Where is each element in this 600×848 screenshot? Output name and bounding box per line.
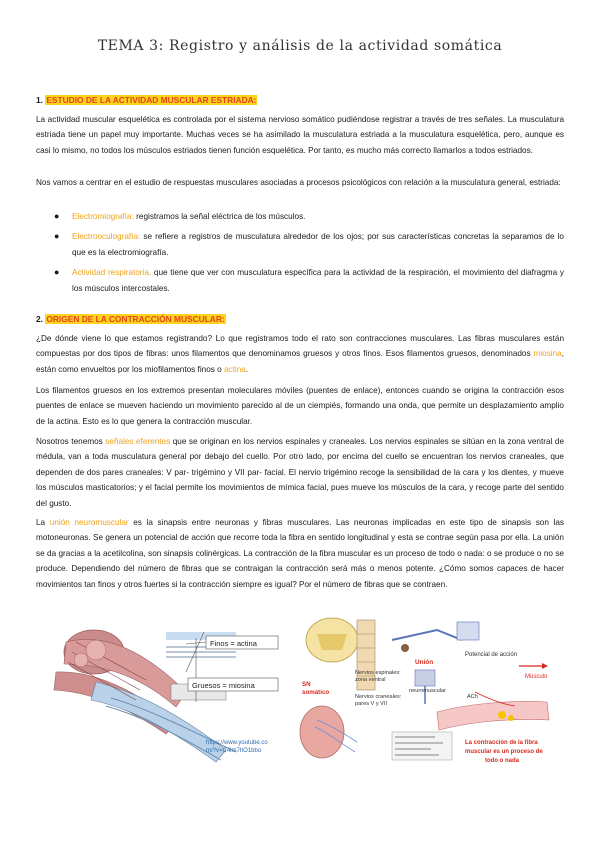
section-2-title: ORIGEN DE LA CONTRACCIÓN MUSCULAR: bbox=[46, 314, 225, 324]
text-run: es la sinapsis entre neuronas y fibras musculares. Las neuronas implicadas en este tipo de sinapsis son las motoneuronas. Se genera un potencial de acción que recorre toda la fibra en sentido longitudinal y esta se contrae según pasa por ella. La unión se da gracias a la acetilcolina, son sinapsis colinérgicas. La contracción de la fibra muscular es un proceso de todo o nada: o se produce o no se produce. Dependiendo del número de fibras que se contraigan la contracción será más o menos potente. ¿Cómo somos capaces de hacer movimientos tan finos y otros fuertes si la contracción siempre es igual? Por el número de fibras que se contraen. bbox=[36, 518, 565, 589]
page-title: TEMA 3: Registro y análisis de la actividad somática bbox=[97, 38, 503, 54]
figure-muscle-fiber bbox=[36, 612, 286, 764]
figure-neuromuscular-junction bbox=[297, 612, 567, 774]
text-run: , están como envueltos por los miofilamentos finos o bbox=[36, 349, 564, 374]
text-run: ¿De dónde viene lo que estamos registrando? Lo que registramos todo el rato son contracciones musculares. Las fibras musculares están compuestas por dos tipos de fibras: unos filamentos que denominamos gruesos y otros finos. Esos filamentos gruesos, denominados bbox=[36, 334, 564, 359]
label-musculo: Músculo bbox=[525, 674, 548, 680]
bullet-icon: ● bbox=[54, 211, 60, 221]
text-run: Nosotros tenemos bbox=[36, 437, 106, 446]
caption-line-1: La contracción de la fibra bbox=[465, 740, 538, 746]
section-2-paragraph-2: Los filamentos gruesos en los extremos presentan moleculares móviles (puentes de enlace), entonces cuando se origina la contracción esos puentes de enlace se mueven haciendo un movimiento parecido al de un ciempiés, formando una onda, que permite un desplazamiento amplio de la actina. Esto es lo que genera la contracción muscular. bbox=[36, 386, 564, 426]
section-2-heading bbox=[36, 314, 226, 324]
section-2-number: 2. bbox=[36, 314, 43, 324]
section-1-paragraph-2: Nos vamos a centrar en el estudio de respuestas musculares asociadas a procesos psicológicos con relación a la musculatura general, estriada: bbox=[36, 178, 561, 187]
section-1-paragraph-1: La actividad muscular esquelética es controlada por el sistema nervioso somático pudiéndose registrar a través de tres señales. La musculatura estriada tiene un papel muy importante. Muchas veces se ha asimilado la musculatura estriada a la musculatura esquelética, pero, aunque es casi lo mismo, no todos los músculos estriados tienen función esquelética. Por tanto, es mucho más correcto llamarlos a todos estriados. bbox=[36, 115, 564, 155]
caption-line-2: muscular es un proceso de bbox=[465, 749, 543, 755]
section-1-heading bbox=[36, 95, 257, 105]
label-sn: SN bbox=[302, 681, 311, 688]
bullet-icon: ● bbox=[54, 267, 60, 278]
measurement-list bbox=[50, 209, 564, 301]
muscle-fiber-illustration bbox=[36, 612, 286, 764]
text-run: que se originan en los nervios espinales y craneales. Los nervios espinales se sitúan en la zona ventral de médula, van a toda musculatura general por debajo del cuello. Por otro lado, por encima del cuello se encuentran los nervios craneales, que dependen de dos pares craneales: V par- trigémino y VII par- facial. El nervio trigémino recoge la sensibilidad de la cara y los dientes, y mueve los músculos masticatorios; y el facial permite los movimientos de mímica facial, pues mueve los músculos de la cara, y recoge parte del sentido del gusto. bbox=[36, 437, 564, 508]
label-potencial-accion: Potencial de acción bbox=[465, 652, 518, 658]
section-1-title: ESTUDIO DE LA ACTIVIDAD MUSCULAR ESTRIADA: bbox=[46, 95, 257, 105]
label-finos: Finos = actina bbox=[210, 639, 257, 648]
neuromuscular-illustration bbox=[297, 612, 567, 774]
label-nervios-craneales: Nervios craneales: bbox=[355, 694, 402, 700]
term-miosina: miosina bbox=[533, 349, 562, 359]
section-1-number: 1. bbox=[36, 95, 43, 105]
list-item-text: se refiere a registros de musculatura alrededor de los ojos; por sus características concretas la separamos de lo que es la electromiografía. bbox=[72, 232, 564, 257]
list-item-text: registramos la señal eléctrica de los músculos. bbox=[133, 212, 306, 221]
label-zona-ventral: zona ventral bbox=[355, 677, 386, 683]
list-item-term: Actividad respiratoria, bbox=[72, 268, 152, 278]
term-union-neuromuscular: unión neuromuscular bbox=[49, 518, 129, 527]
text-run: . bbox=[245, 364, 249, 374]
label-somatico: somático bbox=[302, 689, 330, 696]
label-union: Unión bbox=[415, 659, 434, 666]
label-gruesos: Gruesos = miosina bbox=[192, 681, 255, 690]
section-2-paragraph-4 bbox=[36, 515, 564, 592]
term-actina: actina bbox=[223, 364, 246, 374]
label-pares: pares V y VII bbox=[355, 701, 388, 707]
label-neuromuscular: neuromuscular bbox=[409, 688, 446, 694]
list-item-term: Electrooculografía: bbox=[72, 232, 141, 242]
text-run: La bbox=[36, 518, 50, 527]
section-2-paragraph-3 bbox=[36, 434, 564, 511]
label-ach: ACh bbox=[467, 694, 478, 700]
bullet-icon: ● bbox=[54, 231, 60, 242]
list-item-term: Electromiografía: bbox=[72, 212, 134, 221]
video-link-line-1[interactable]: https://www.youtube.co bbox=[206, 740, 268, 746]
label-nervios-espinales: Nervios espinales: bbox=[355, 670, 401, 676]
term-senales-eferentes: señales eferentes bbox=[105, 437, 171, 446]
section-2-paragraph-1 bbox=[36, 331, 564, 377]
list-item bbox=[50, 229, 564, 260]
list-item bbox=[50, 265, 564, 296]
list-item bbox=[50, 209, 564, 224]
list-item-text: que tiene que ver con musculatura específica para la actividad de la respiración, el movimiento del diafragma y los músculos intercostales. bbox=[72, 268, 564, 293]
caption-line-3: todo o nada bbox=[485, 758, 519, 764]
video-link-line-2[interactable]: m/?v=C4lm7hO1bbo bbox=[206, 748, 262, 754]
